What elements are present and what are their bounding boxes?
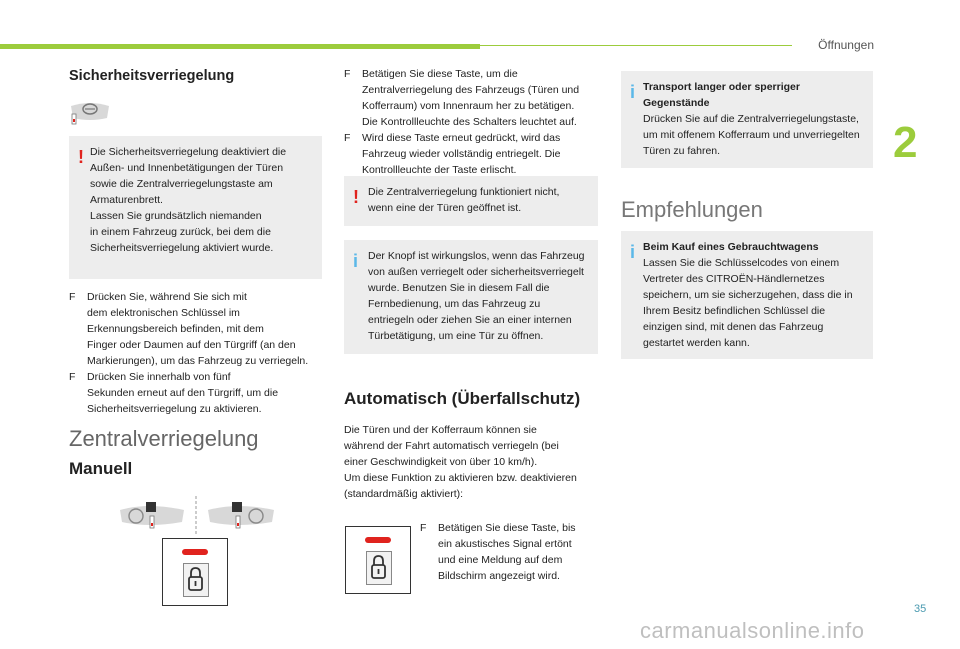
info-box-knopf bbox=[344, 240, 598, 354]
info-icon: i bbox=[630, 242, 636, 262]
info-content bbox=[621, 71, 873, 167]
step-text: Wird diese Taste erneut gedrückt, wird das Fahrzeug wieder vollständig entriegelt. Die Kontrollleuchte der Taste erlischt. bbox=[362, 132, 561, 176]
warning-icon: ! bbox=[353, 187, 359, 207]
bullet-icon: F bbox=[344, 132, 351, 144]
section-title: Öffnungen bbox=[818, 38, 874, 52]
list-item bbox=[69, 369, 331, 417]
step-text: Betätigen Sie diese Taste, um die Zentralverriegelung des Fahrzeugs (Türen und Kofferraum) vom Innenraum her zu betätigen. Die Kontrollleuchte des Schalters leuchtet auf. bbox=[362, 68, 580, 128]
chapter-number: 2 bbox=[893, 118, 918, 167]
info-text: Der Knopf ist wirkungslos, wenn das Fahrzeug von außen verriegelt oder sicherheitsverriegelt wurde. Benutzen Sie in diesem Fall die Fernbedienung, um das Fahrzeug zu entriegeln oder ziehen Sie an einer internen Türbetätigung, um eine Tür zu öffnen. bbox=[368, 250, 585, 342]
list-item bbox=[344, 66, 600, 130]
watermark: carmanualsonline.info bbox=[640, 618, 865, 643]
header-rule bbox=[480, 45, 792, 46]
list-item bbox=[69, 289, 331, 369]
info-title: Transport langer oder sperriger Gegenstände bbox=[643, 81, 800, 109]
warning-box-sicherheit bbox=[69, 136, 322, 279]
info-text: Drücken Sie auf die Zentralverriegelungstaste, um mit offenem Kofferraum und unverriegelten Türen zu fahren. bbox=[643, 113, 860, 157]
page-number: 35 bbox=[914, 603, 927, 615]
auto-step bbox=[420, 520, 600, 584]
lock-icon bbox=[183, 563, 209, 597]
bullet-icon: F bbox=[69, 291, 76, 303]
info-box-transport bbox=[621, 71, 873, 168]
info-content bbox=[621, 231, 873, 359]
central-lock-button-illustration bbox=[162, 538, 228, 606]
info-icon: i bbox=[630, 82, 636, 102]
indicator-led bbox=[182, 549, 208, 555]
step-text: Drücken Sie innerhalb von fünf Sekunden erneut auf den Türgriff, um die Sicherheitsverriegelung zu aktivieren. bbox=[87, 371, 279, 415]
info-box-gebrauchtwagen bbox=[621, 231, 873, 359]
header-accent-bar bbox=[0, 44, 480, 49]
warning-icon: ! bbox=[78, 147, 84, 167]
bullet-icon: F bbox=[344, 68, 351, 80]
steps-sicherheit bbox=[69, 289, 331, 417]
heading-empfehlungen: Empfehlungen bbox=[621, 197, 763, 222]
bullet-icon: F bbox=[69, 371, 76, 383]
indicator-led bbox=[365, 537, 391, 543]
info-text: Lassen Sie die Schlüsselcodes von einem Vertreter des CITROËN-Händlernetzes speichern, um sie sicherzugehen, dass die in Ihrem Besitz befindlichen Schlüssel die einzigen sind, mit denen das Fahrzeug gestartet werden kann. bbox=[643, 257, 853, 349]
door-handle-icon bbox=[69, 98, 111, 128]
auto-description: Die Türen und der Kofferraum können sie während der Fahrt automatisch verriegeln (bei einer Geschwindigkeit von über 10 km/h). Um diese Funktion zu aktivieren bzw. deaktivieren (standardmäßig aktiviert): bbox=[344, 424, 577, 500]
warning-box-zentral bbox=[344, 176, 598, 226]
steps-zentral bbox=[344, 66, 600, 178]
step-text: Betätigen Sie diese Taste, bis ein akustisches Signal ertönt und eine Meldung auf dem Bildschirm angezeigt wird. bbox=[438, 522, 576, 582]
warning-text: Die Zentralverriegelung funktioniert nicht, wenn eine der Türen geöffnet ist. bbox=[368, 186, 560, 214]
info-title: Beim Kauf eines Gebrauchtwagens bbox=[643, 241, 819, 253]
bullet-icon: F bbox=[420, 522, 427, 534]
lock-icon bbox=[366, 551, 392, 585]
heading-sicherheitsverriegelung: Sicherheitsverriegelung bbox=[69, 68, 235, 84]
dashboard-illustration bbox=[118, 496, 278, 536]
heading-manuell: Manuell bbox=[69, 459, 133, 478]
step-text: Drücken Sie, während Sie sich mit dem elektronischen Schlüssel im Erkennungsbereich befinden, mit dem Finger oder Daumen auf den Türgriff (an den Markierungen), um das Fahrzeug zu verriegeln. bbox=[87, 291, 309, 367]
list-item bbox=[344, 130, 600, 178]
info-icon: i bbox=[353, 251, 359, 271]
heading-zentralverriegelung: Zentralverriegelung bbox=[69, 426, 259, 451]
warning-text: Die Sicherheitsverriegelung deaktiviert die Außen- und Innenbetätigungen der Türen sowie die Zentralverriegelungstaste am Armaturenbrett. Lassen Sie grundsätzlich niemanden in einem Fahrzeug zurück, bei dem die Sicherheitsverriegelung aktiviert wurde. bbox=[90, 146, 287, 254]
heading-automatisch: Automatisch (Überfallschutz) bbox=[344, 389, 581, 408]
auto-lock-button-illustration bbox=[345, 526, 411, 594]
list-item bbox=[420, 520, 600, 584]
